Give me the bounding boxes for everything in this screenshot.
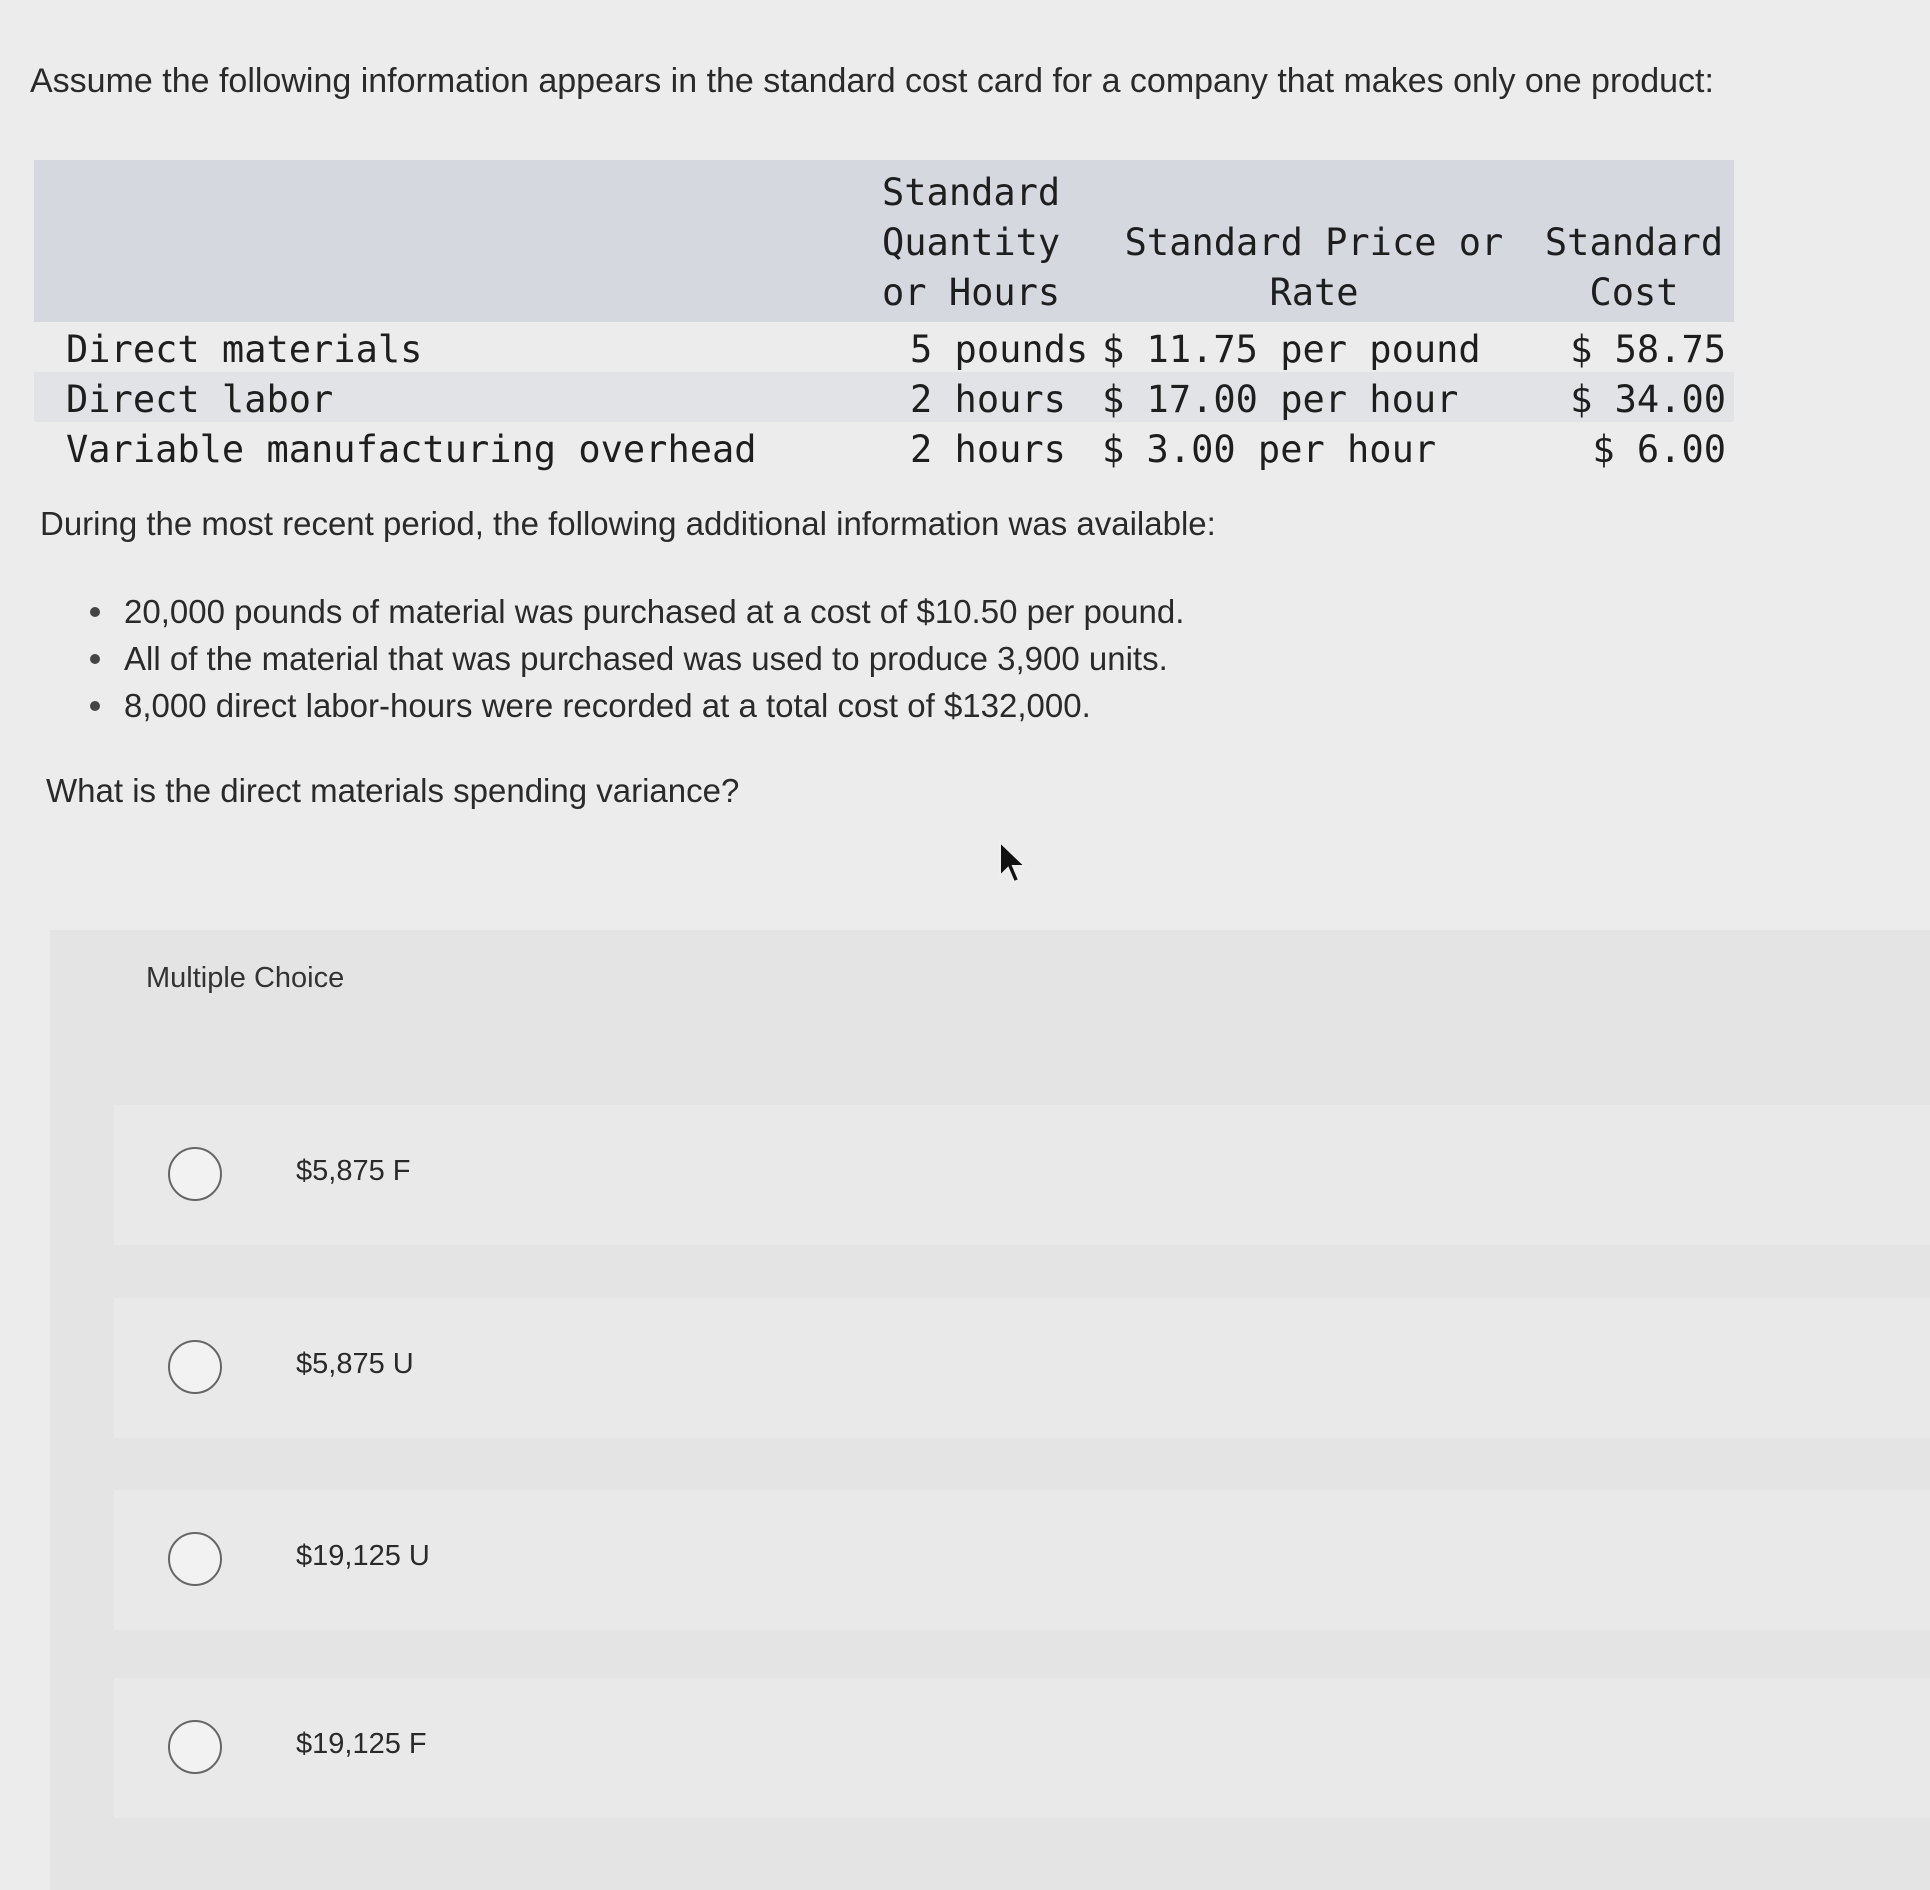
row-label: Variable manufacturing overhead [66, 428, 757, 471]
table-row-direct-labor [34, 372, 1734, 422]
radio-button-icon[interactable] [168, 1147, 222, 1201]
row-quantity: 2 hours [910, 378, 1066, 421]
header-standard-cost: Standard Cost [1544, 221, 1724, 314]
standard-cost-table [34, 160, 1734, 472]
multiple-choice-panel [50, 930, 1930, 1890]
intro-text: Assume the following information appears in the standard cost card for a company that makes only one product: [30, 62, 1714, 100]
table-row-variable-overhead [34, 422, 1734, 472]
radio-button-icon[interactable] [168, 1720, 222, 1774]
row-label: Direct materials [66, 328, 423, 371]
answer-option-1[interactable] [114, 1105, 1930, 1245]
option-label: $19,125 F [296, 1728, 427, 1760]
row-price: $ 11.75 per pound [1102, 328, 1481, 371]
list-item [90, 635, 1184, 682]
bullet-icon [90, 607, 100, 617]
multiple-choice-title: Multiple Choice [146, 962, 345, 994]
row-cost: $ 6.00 [1592, 428, 1726, 471]
bullet-icon [90, 654, 100, 664]
answer-option-4[interactable] [114, 1678, 1930, 1818]
option-label: $5,875 F [296, 1155, 411, 1187]
list-item-text: 8,000 direct labor-hours were recorded at a total cost of $132,000. [124, 686, 1091, 724]
row-cost: $ 58.75 [1570, 328, 1726, 371]
header-standard-price: Standard Price or Rate [1124, 221, 1504, 314]
header-standard-quantity: Standard Quantity or Hours [882, 171, 1061, 314]
row-quantity: 5 pounds [910, 328, 1089, 371]
list-item [90, 682, 1184, 729]
row-cost: $ 34.00 [1570, 378, 1726, 421]
question-text: What is the direct materials spending variance? [46, 772, 740, 809]
table-row-direct-materials [34, 322, 1734, 372]
row-price: $ 3.00 per hour [1102, 428, 1437, 471]
additional-info-list [90, 588, 1184, 729]
row-price: $ 17.00 per hour [1102, 378, 1459, 421]
list-item [90, 588, 1184, 635]
answer-option-3[interactable] [114, 1490, 1930, 1630]
option-label: $19,125 U [296, 1540, 430, 1572]
table-header [34, 160, 1734, 322]
row-label: Direct labor [66, 378, 334, 421]
radio-button-icon[interactable] [168, 1532, 222, 1586]
bullet-icon [90, 701, 100, 711]
mouse-cursor-icon [998, 840, 1028, 884]
radio-button-icon[interactable] [168, 1340, 222, 1394]
list-item-text: All of the material that was purchased was used to produce 3,900 units. [124, 639, 1168, 677]
answer-option-2[interactable] [114, 1298, 1930, 1438]
row-quantity: 2 hours [910, 428, 1066, 471]
list-item-text: 20,000 pounds of material was purchased at a cost of $10.50 per pound. [124, 592, 1185, 630]
period-info-text: During the most recent period, the following additional information was available: [40, 505, 1216, 542]
option-label: $5,875 U [296, 1348, 414, 1380]
